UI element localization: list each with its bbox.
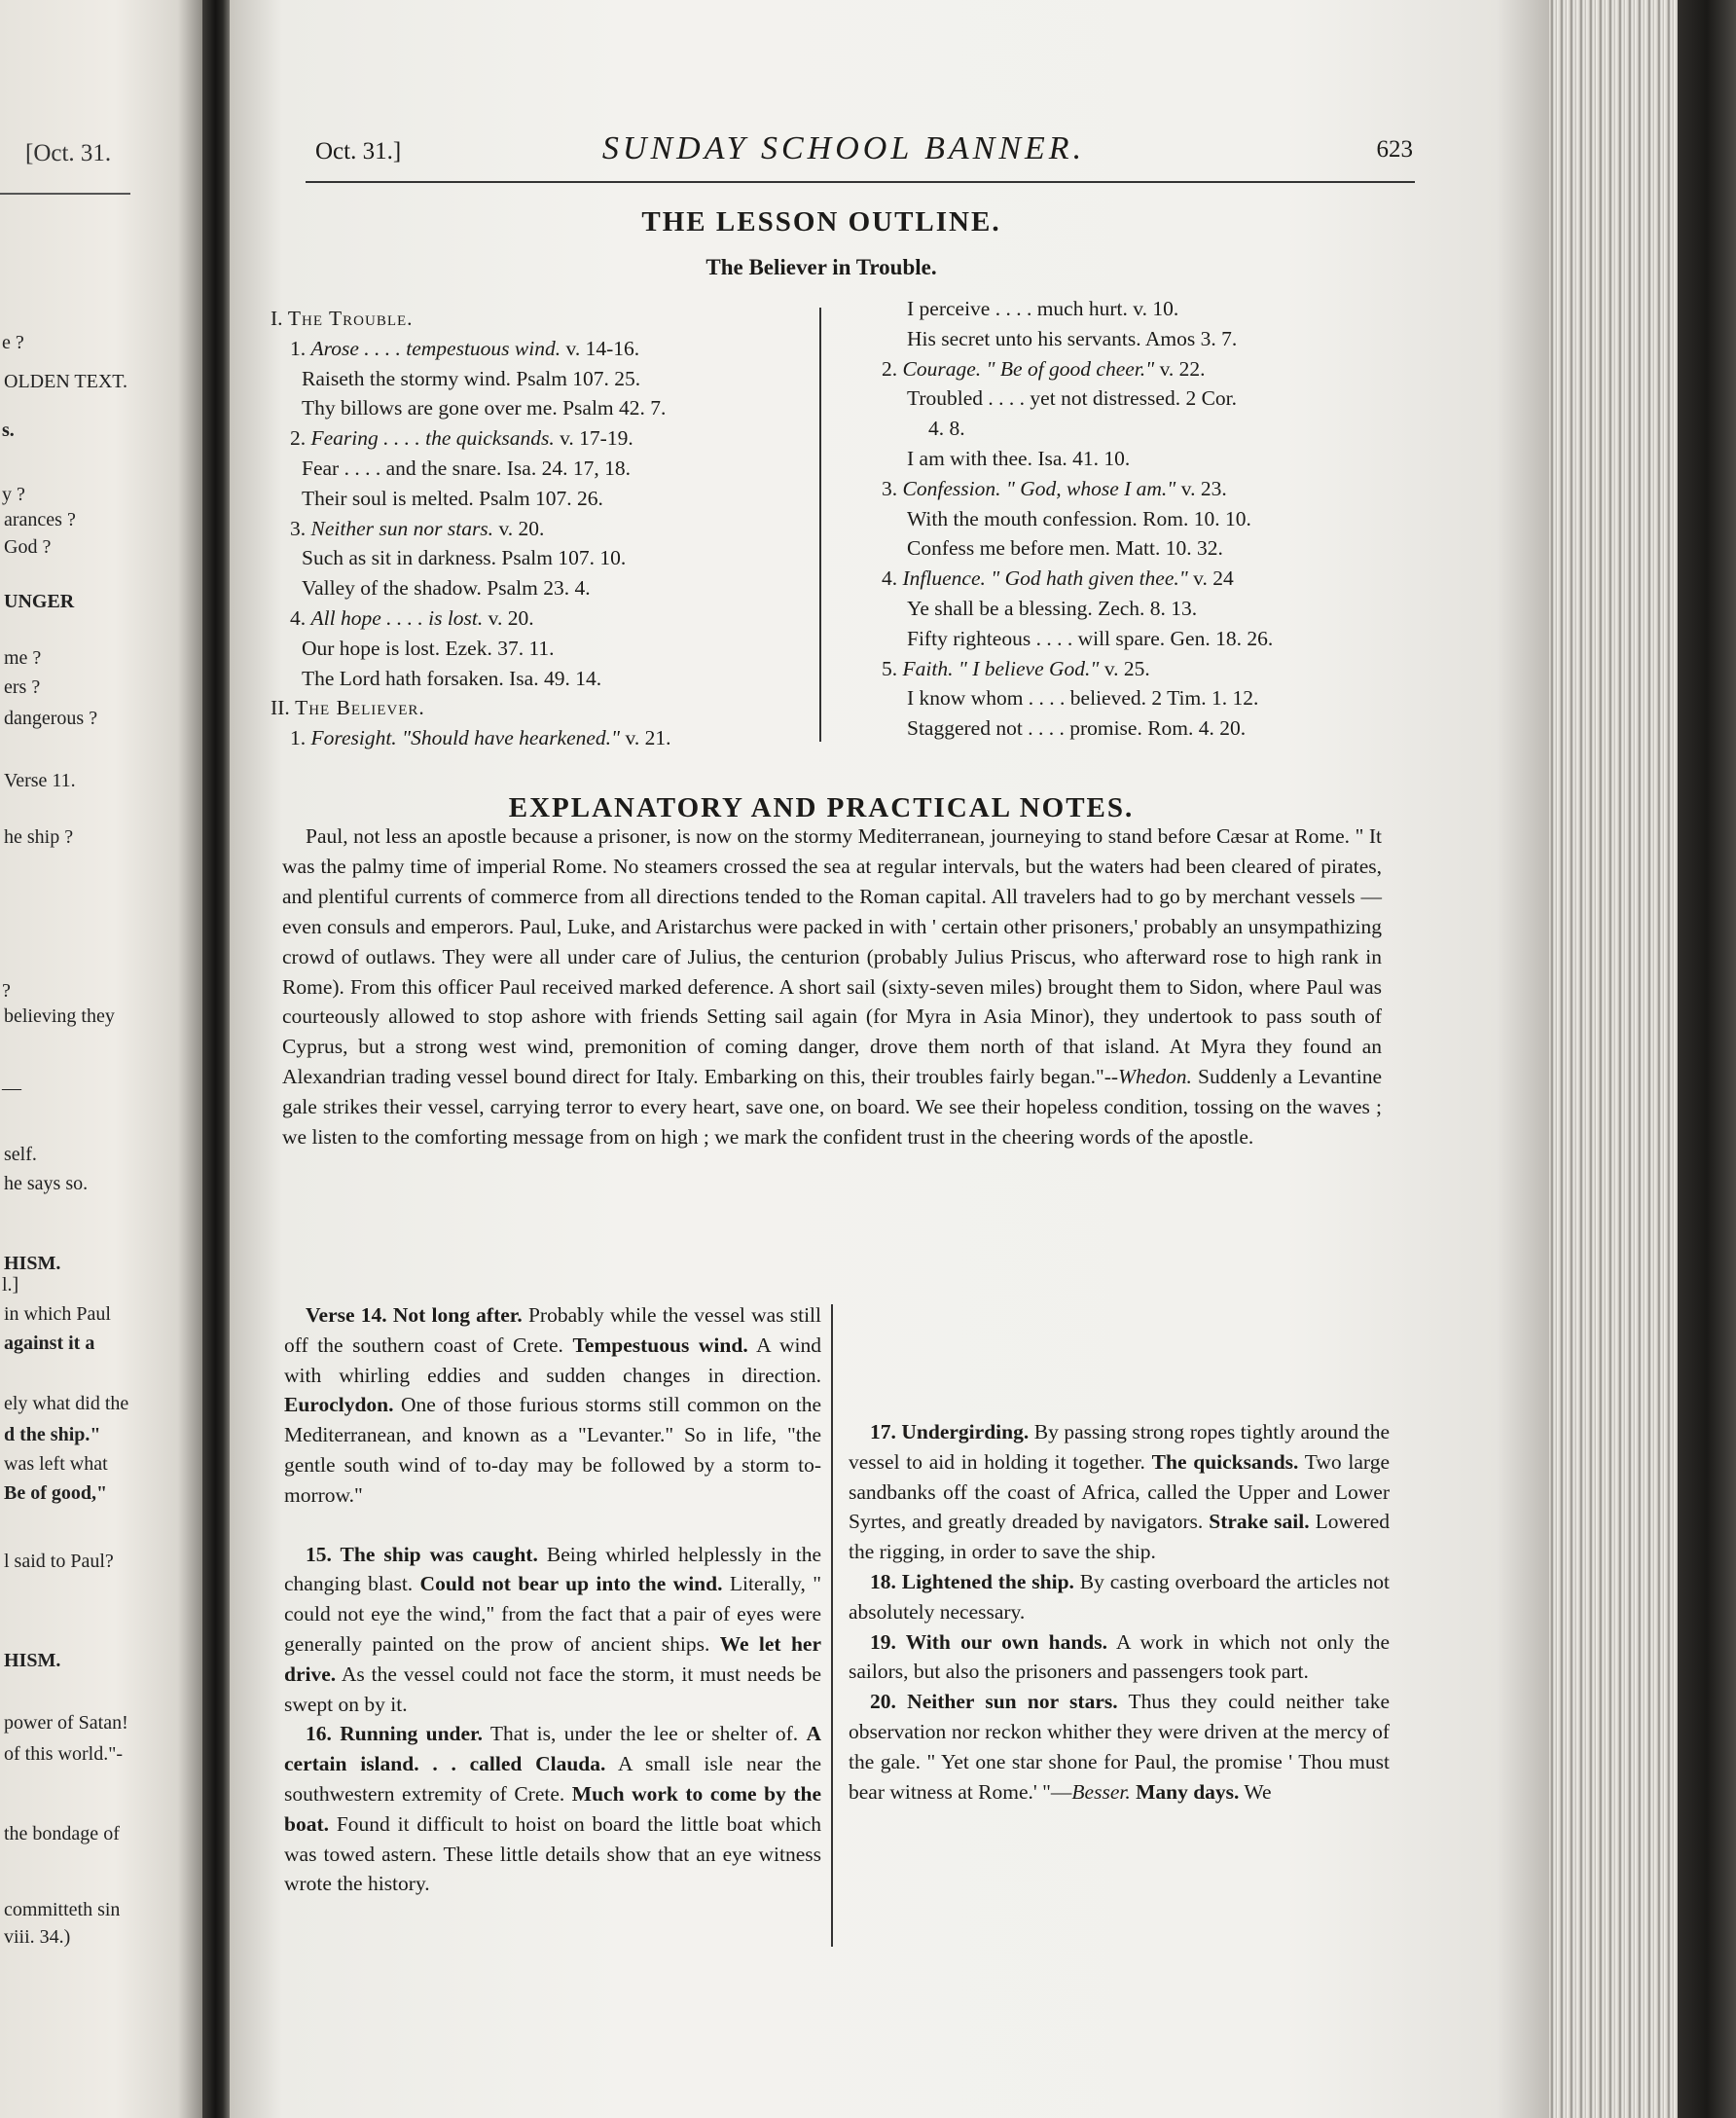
outline-reference: v. 20. (488, 605, 534, 630)
note-text: We (1239, 1779, 1272, 1804)
outline-line (862, 444, 1446, 474)
notes-left-column (284, 1300, 821, 1899)
lesson-outline-heading: THE LESSON OUTLINE. (641, 206, 1001, 237)
left-page-fragment: dangerous ? (4, 708, 98, 729)
outline-left-column (271, 304, 845, 753)
outline-number: 3. (290, 516, 307, 540)
outline-reference: v. 23. (1180, 476, 1227, 500)
outline-reference: v. 17-19. (560, 426, 633, 451)
note-verse-19 (849, 1627, 1390, 1688)
outline-line (862, 414, 1446, 444)
note-verse-14 (284, 1300, 821, 1511)
note-verse-20 (849, 1687, 1390, 1807)
outline-line (271, 304, 845, 334)
outline-text: Such as sit in darkness. Psalm 107. 10. (302, 546, 627, 570)
outline-line (271, 573, 845, 603)
outline-text: Thy billows are gone over me. Psalm 42. 7. (302, 396, 667, 420)
left-page (0, 0, 209, 2118)
outline-text: Ye shall be a blessing. Zech. 8. 13. (907, 596, 1198, 620)
right-page (230, 0, 1549, 2118)
running-head (274, 130, 1413, 173)
left-page-fragment: he ship ? (4, 826, 74, 848)
note-keyword: 17. Undergirding. (870, 1420, 1030, 1443)
outline-column-divider (819, 308, 821, 742)
outline-text: Fifty righteous . . . . will spare. Gen. 18. 26. (907, 626, 1274, 650)
note-text: A small isle near the southwestern extremity of Crete. (284, 1752, 821, 1806)
outline-right-column (862, 294, 1446, 744)
outline-number: 1. (290, 726, 307, 750)
outline-reference: v. 22. (1159, 356, 1206, 381)
outline-text: Valley of the shadow. Psalm 23. 4. (302, 576, 591, 601)
running-head-date: Oct. 31.] (315, 138, 402, 164)
left-page-fragment: he says so. (4, 1173, 89, 1194)
left-page-fragment: arances ? (4, 509, 76, 530)
note-verse-17 (849, 1417, 1390, 1567)
note-keyword: Tempestuous wind. (572, 1333, 748, 1357)
note-keyword: Could not bear up into the wind. (419, 1572, 723, 1596)
head-rule (306, 181, 1415, 183)
note-text: One of those furious storms still common on the Mediterranean, and known as a "Levanter." So in life, "the gentle south wind of to-day may be followed by a storm to-morrow." (284, 1393, 821, 1507)
lesson-outline-subheading: The Believer in Trouble. (705, 255, 937, 279)
outline-line (862, 383, 1446, 414)
notes-right-column (849, 1300, 1390, 1807)
note-keyword: Many days. (1136, 1779, 1240, 1804)
outline-text: Fear . . . . and the snare. Isa. 24. 17, 18. (302, 456, 631, 480)
note-keyword: We let her drive. (284, 1631, 821, 1686)
outline-number: 4. (290, 605, 307, 630)
note-keyword: The quicksands. (1151, 1449, 1299, 1474)
left-page-fragment: Verse 11. (4, 770, 76, 791)
outline-label: Foresight. "Should have hearkened." (310, 726, 621, 750)
outline-label: Arose . . . . tempestuous wind. (310, 336, 561, 360)
note-keyword: 20. Neither sun nor stars. (870, 1690, 1118, 1714)
left-page-fragment: committeth sin (4, 1899, 121, 1920)
outline-label: Confession. " God, whose I am." (902, 476, 1176, 500)
outline-reference: v. 21. (625, 726, 671, 750)
outline-line (271, 364, 845, 394)
intro-tail: Suddenly a Levantine gale strikes their vessel, carrying terror to every heart, save one, on board. We see their hopeless condition, tossing on the waves ; we listen to the comforting message from on high ; we mark the confident trust in the cheering words of the apostle. (282, 1065, 1382, 1150)
outline-reference: v. 14-16. (565, 336, 640, 360)
outline-line (271, 423, 845, 454)
outline-number: 2. (882, 356, 898, 381)
outline-number: I. (271, 307, 283, 330)
outline-text: Their soul is melted. Psalm 107. 26. (302, 486, 603, 510)
intro-source: Whedon. (1118, 1065, 1192, 1089)
left-running-head: [Oct. 31. (25, 140, 112, 166)
book-gutter (202, 0, 232, 2118)
outline-line (862, 294, 1446, 324)
outline-text: Confess me before men. Matt. 10. 32. (907, 536, 1223, 561)
notes-heading: EXPLANATORY AND PRACTICAL NOTES. (508, 792, 1135, 823)
outline-label: Neither sun nor stars. (310, 516, 494, 540)
note-keyword: 15. The ship was caught. (306, 1542, 538, 1566)
note-keyword: A certain island. . . called Clauda. (284, 1722, 821, 1776)
book-cover-edge (1678, 0, 1736, 2118)
outline-text: The Lord hath forsaken. Isa. 49. 14. (302, 666, 602, 690)
outline-line (271, 514, 845, 544)
outline-text: With the mouth confession. Rom. 10. 10. (907, 506, 1251, 530)
outline-line (271, 334, 845, 364)
outline-reference: v. 24 (1193, 566, 1234, 591)
outline-line (271, 664, 845, 694)
note-source: Besser. (1071, 1779, 1131, 1804)
left-head-rule (0, 193, 130, 195)
outline-text: Raiseth the stormy wind. Psalm 107. 25. (302, 366, 641, 390)
outline-line (271, 693, 845, 723)
outline-line (271, 484, 845, 514)
outline-line (271, 543, 845, 573)
note-text: Probably while the vessel was still off the southern coast of Crete. (284, 1303, 821, 1357)
note-keyword: 16. Running under. (306, 1722, 483, 1746)
outline-line (862, 713, 1446, 744)
note-text: A wind with whirling eddies and sudden changes in direction. (284, 1333, 822, 1387)
left-page-fragment: e ? (2, 332, 24, 353)
notes-intro (282, 822, 1382, 1152)
outline-text: His secret unto his servants. Amos 3. 7. (907, 326, 1238, 350)
outline-line (862, 594, 1446, 624)
left-page-fragment: in which Paul (4, 1303, 111, 1325)
outline-number: 2. (290, 426, 307, 451)
outline-line (862, 624, 1446, 654)
note-keyword: Verse 14. Not long after. (306, 1303, 523, 1327)
outline-text: Our hope is lost. Ezek. 37. 11. (302, 636, 555, 660)
page-edges (1547, 0, 1736, 2118)
note-text: By casting overboard the articles not absolutely necessary. (849, 1569, 1390, 1624)
note-text: Being whirled helplessly in the changing blast. (284, 1542, 822, 1596)
note-keyword: 19. With our own hands. (870, 1629, 1107, 1654)
left-page-fragment: — (2, 1077, 21, 1099)
outline-line (862, 504, 1446, 534)
outline-number: 1. (290, 336, 307, 360)
outline-text: I am with thee. Isa. 41. 10. (907, 446, 1131, 470)
running-head-title: SUNDAY SCHOOL BANNER. (601, 130, 1086, 166)
left-page-fragment: self. (4, 1144, 37, 1165)
left-page-fragment: OLDEN TEXT. (4, 371, 128, 392)
left-page-fragment: believing they (4, 1005, 115, 1027)
left-page-fragment: ? (2, 980, 11, 1002)
outline-text: I perceive . . . . much hurt. v. 10. (907, 297, 1179, 320)
left-page-fragment: l.] (2, 1274, 19, 1296)
outline-label: Courage. " Be of good cheer." (902, 356, 1155, 381)
left-page-fragment: y ? (2, 484, 25, 505)
note-verse-16 (284, 1719, 821, 1899)
left-page-fragment: ers ? (4, 676, 41, 698)
left-page-fragment: d the ship." (4, 1424, 101, 1445)
left-page-fragment: Be of good," (4, 1482, 108, 1504)
outline-line (862, 654, 1446, 684)
outline-line (862, 474, 1446, 504)
outline-line (862, 533, 1446, 564)
outline-number: 5. (882, 656, 898, 680)
left-page-fragment: HISM. (4, 1650, 61, 1671)
note-keyword: 18. Lightened the ship. (870, 1569, 1074, 1593)
outline-number: 4. (882, 566, 898, 591)
left-page-fragment: HISM. (4, 1253, 61, 1274)
outline-text: Troubled . . . . yet not distressed. 2 Cor. (907, 386, 1238, 411)
note-text: Literally, " could not eye the wind," from the fact that a pair of eyes were generally painted on the prow of ancient ships. (284, 1572, 822, 1656)
note-text: Found it difficult to hoist on board the little boat which was towed astern. These little details show that an eye witness wrote the history. (284, 1811, 821, 1896)
notes-column-divider (831, 1304, 833, 1947)
left-page-fragment: against it a (4, 1333, 95, 1354)
note-verse-15 (284, 1540, 821, 1720)
left-page-fragment: me ? (4, 647, 42, 669)
left-page-fragment: was left what (4, 1453, 108, 1475)
outline-number: 3. (882, 476, 898, 500)
left-page-fragment: l said to Paul? (4, 1551, 114, 1572)
page-number: 623 (1376, 136, 1413, 163)
note-text: Two large sandbanks off the coast of Africa, called the Upper and Lower Syrtes, and greatly dreaded by navigators. (849, 1449, 1390, 1534)
outline-reference: v. 25. (1103, 656, 1150, 680)
left-page-fragment: UNGER (4, 591, 75, 612)
note-text: As the vessel could not face the storm, it must needs be swept on by it. (284, 1662, 821, 1716)
outline-line (862, 683, 1446, 713)
outline-label: The Believer. (295, 696, 425, 720)
note-keyword: Much work to come by the boat. (284, 1781, 821, 1836)
outline-text: 4. 8. (928, 417, 965, 441)
outline-text: I know whom . . . . believed. 2 Tim. 1. 12. (907, 686, 1259, 711)
left-page-fragment: viii. 34.) (4, 1926, 71, 1948)
note-text: That is, under the lee or shelter of. (482, 1722, 807, 1746)
note-keyword: Strake sail. (1209, 1510, 1310, 1534)
intro-paragraph (282, 822, 1382, 1152)
note-verse-18 (849, 1567, 1390, 1627)
left-page-fragment: the bondage of (4, 1823, 120, 1844)
left-page-fragment: ely what did the (4, 1393, 129, 1414)
left-page-fragment: power of Satan! (4, 1712, 128, 1734)
outline-line (271, 603, 845, 634)
outline-label: All hope . . . . is lost. (310, 605, 484, 630)
note-text: A work in which not only the sailors, but also the prisoners and passengers took part. (849, 1629, 1390, 1684)
note-text: Lowered the rigging, in order to save the ship. (849, 1510, 1390, 1564)
outline-label: Fearing . . . . the quicksands. (310, 426, 555, 451)
left-page-fragment: God ? (4, 536, 52, 558)
outline-line (862, 324, 1446, 354)
outline-label: Influence. " God hath given thee." (902, 566, 1188, 591)
outline-line (271, 454, 845, 484)
outline-line (862, 354, 1446, 384)
outline-line (271, 634, 845, 664)
note-keyword: Euroclydon. (284, 1393, 394, 1417)
left-page-fragment: of this world."- (4, 1743, 124, 1765)
left-page-fragment: s. (2, 420, 15, 441)
outline-label: The Trouble. (287, 307, 414, 330)
outline-reference: v. 20. (498, 516, 545, 540)
outline-label: Faith. " I believe God." (902, 656, 1100, 680)
outline-line (271, 723, 845, 753)
outline-number: II. (271, 696, 290, 720)
outline-line (271, 393, 845, 423)
outline-text: Staggered not . . . . promise. Rom. 4. 20. (907, 716, 1247, 741)
note-text: By passing strong ropes tightly around the vessel to aid in holding it together. (849, 1420, 1390, 1474)
note-text: Thus they could neither take observation nor reckon whither they were driven at the mercy of the gale. " Yet one star shone for Paul, the promise ' Thou must bear witness at Rome.' "— (849, 1690, 1390, 1804)
intro-main: Paul, not less an apostle because a prisoner, is now on the stormy Mediterranean, journeying to stand before Cæsar at Rome. " It was the palmy time of imperial Rome. No steamers crossed the sea at regular intervals, but the waters had been cleared of pirates, and plentiful currents of commerce from all directions tended to the Roman capital. All travelers had to go by merchant vessels —even consuls and emperors. Paul, Luke, and Aristarchus were packed in with ' certain other prisoners,' probably an unsympathizing crowd of outlaws. They were all under care of Julius, the centurion (probably Julius Priscus, who afterward rose to high rank in Rome). From this officer Paul received marked deference. A short sail (sixty-seven miles) brought them to Sidon, where Paul was courteously allowed to stop ashore with friends Setting sail again (for Myra in Asia Minor), they undertook to pass south of Cyprus, but a strong west wind, premonition of coming danger, drove them north of that island. At Myra they found an Alexandrian trading vessel bound direct for Italy. Embarking on this, their troubles fairly began."-- (282, 824, 1382, 1089)
outline-line (862, 564, 1446, 594)
